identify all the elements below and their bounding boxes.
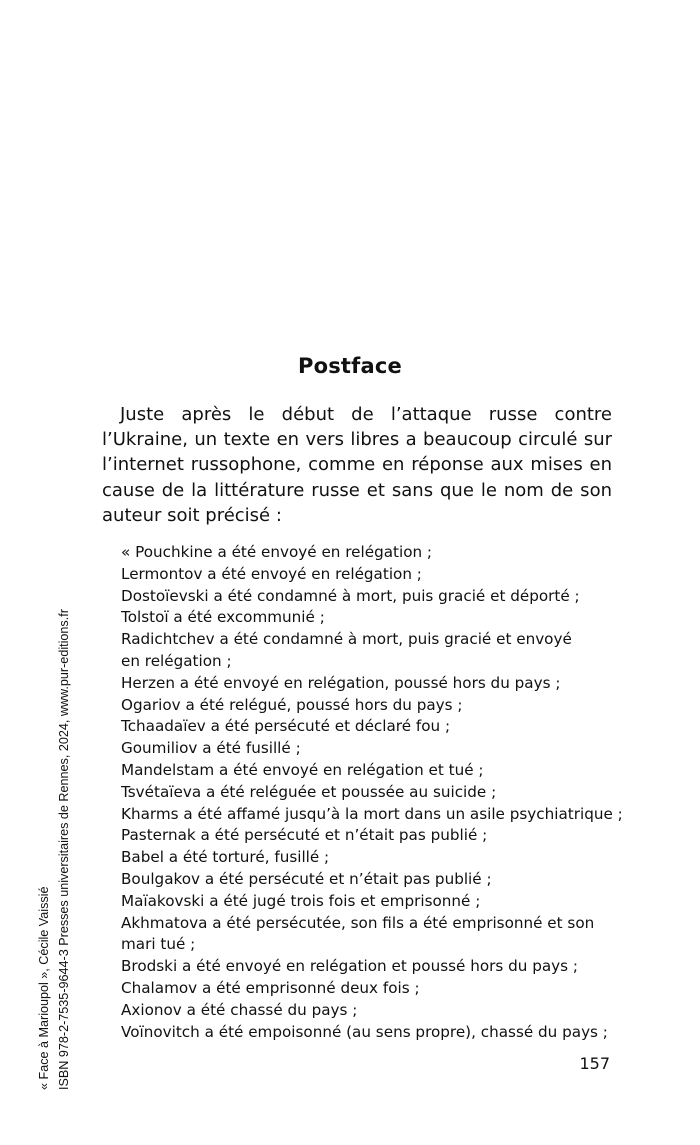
verse-line: mari tué ; — [121, 935, 196, 954]
verse-line: Brodski a été envoyé en relégation et poussé hors du pays ; — [121, 957, 578, 976]
verse-line: Tchaadaïev a été persécuté et déclaré fou ; — [121, 717, 451, 736]
page-number: 157 — [579, 1054, 610, 1073]
verse-line: Maïakovski a été jugé trois fois et emprisonné ; — [121, 891, 481, 910]
verse-line: Pasternak a été persécuté et n’était pas publié ; — [121, 826, 488, 845]
verse-line: Boulgakov a été persécuté et n’était pas publié ; — [121, 869, 492, 888]
verse-line: Tolstoï a été excommunié ; — [121, 608, 325, 627]
intro-paragraph: Juste après le début de l’attaque russe contre l’Ukraine, un texte en vers libres a beaucoup circulé sur l’internet russophone, comme en réponse aux mises en cause de la littérature russe et sans que le nom de son auteur soit précisé : — [102, 404, 612, 526]
verse-line: Dostoïevski a été condamné à mort, puis gracié et déporté ; — [121, 586, 580, 605]
verse-line: Herzen a été envoyé en relégation, poussé hors du pays ; — [121, 673, 561, 692]
verse-line: Ogariov a été relégué, poussé hors du pays ; — [121, 695, 463, 714]
verse-line: Tsvétaïeva a été reléguée et poussée au suicide ; — [121, 782, 497, 801]
verse-line: Kharms a été affamé jusqu’à la mort dans un asile psychiatrique ; — [121, 804, 623, 823]
verse-line: Voïnovitch a été empoisonné (au sens propre), chassé du pays ; — [121, 1022, 608, 1041]
verse-line: Babel a été torturé, fusillé ; — [121, 848, 330, 867]
side-note-title: « Face à Marioupol », Cécile Vaissié — [37, 886, 51, 1090]
verse-line: « Pouchkine a été envoyé en relégation ; — [121, 543, 433, 561]
verse-line: Mandelstam a été envoyé en relégation et tué ; — [121, 760, 484, 779]
verse-line: Axionov a été chassé du pays ; — [121, 1000, 358, 1019]
verse-line: Lermontov a été envoyé en relégation ; — [121, 564, 422, 583]
verse-line: Chalamov a été emprisonné deux fois ; — [121, 978, 420, 997]
page-title: Postface — [298, 354, 402, 378]
verse-line: Goumiliov a été fusillé ; — [121, 739, 301, 758]
side-note-isbn: ISBN 978-2-7535-9644-3 Presses universitaires de Rennes, 2024, www.pur-editions.fr — [57, 609, 71, 1090]
verse-line: Radichtchev a été condamné à mort, puis gracié et envoyé — [121, 630, 572, 649]
side-note — [34, 609, 74, 1090]
verse-block — [121, 542, 623, 1043]
verse-line: Akhmatova a été persécutée, son fils a été emprisonné et son — [121, 913, 595, 932]
verse-line: en relégation ; — [121, 651, 232, 670]
